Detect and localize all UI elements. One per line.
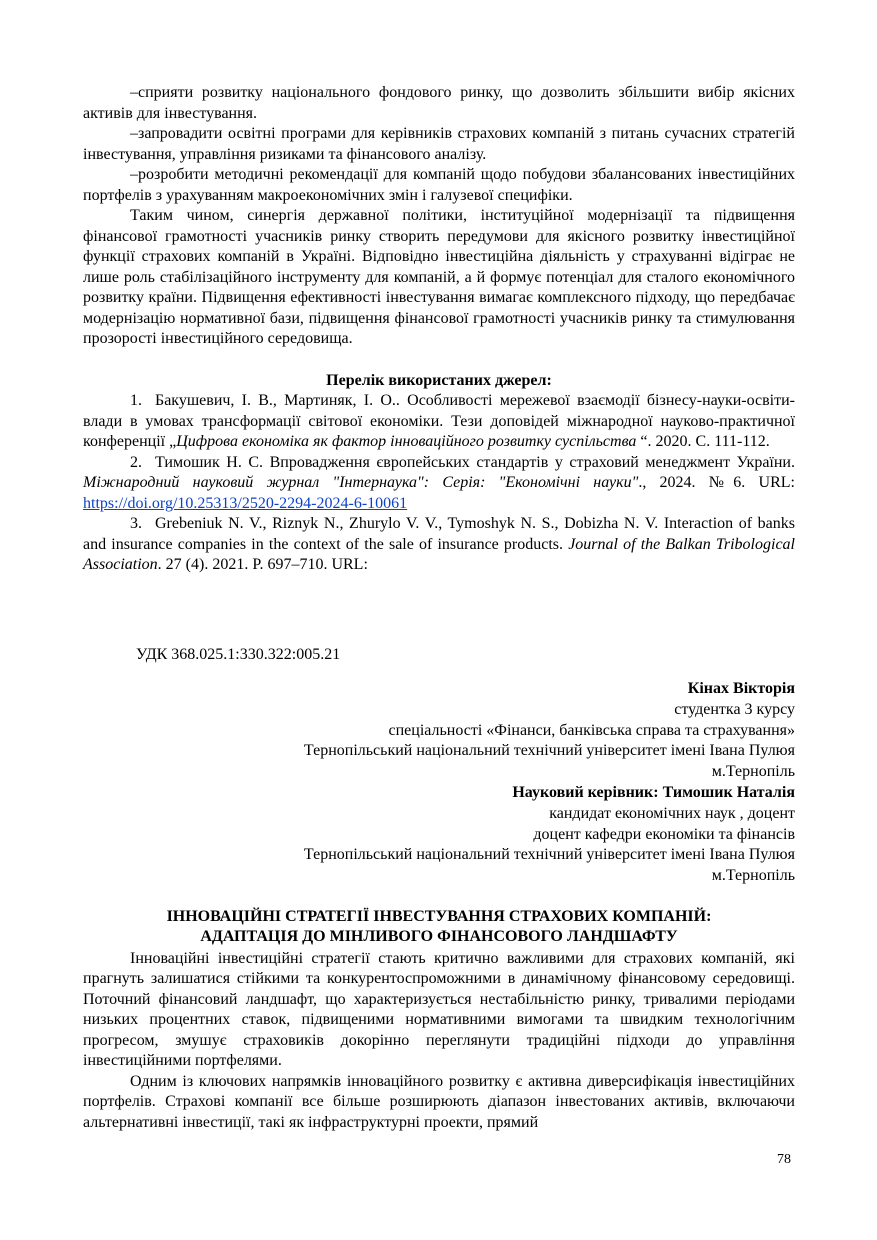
references-heading: Перелік використаних джерел: [326,371,552,389]
recommendations-list [83,83,795,206]
reference-text: Тимошик Н. С. Впровадження європейських стандартів у страховий менеджмент України. [155,453,795,471]
supervisor-position: доцент кафедри економіки та фінансів [533,825,795,843]
page-content [83,83,795,1133]
author-name: Кінах Вікторія [687,680,795,697]
supervisor-city: м.Тернопіль [711,867,795,885]
reference-item [83,391,795,453]
supervisor-university: Тернопільський національний технічний університет імені Івана Пулюя [303,846,795,864]
supervisor-name: Науковий керівник: Тимошик Наталія [512,783,795,801]
article-title [83,907,795,947]
reference-number: 3. [130,515,142,532]
reference-tail: . 27 (4). 2021. P. 697–710. URL: [157,556,368,573]
reference-text: Бакушевич, І. В., Мартиняк, І. О.. Особливості мережевої взаємодії бізнесу-науки-освіти-влади в умовах трансформації світової економіки. Тези доповідей міжнародної науково-практичної конференції „ [83,392,795,450]
reference-source: Journal of the Balkan Tribological Association [83,535,795,573]
list-item: –запровадити освітні програми для керівників страхових компаній з питань сучасних стратегій інвестування, управління ризиками та фінансового аналізу. [83,125,795,163]
reference-link[interactable]: https://doi.org/10.25313/2520-2294-2024-6-10061 [83,494,408,512]
author-block [83,679,795,887]
conclusion-paragraph: Таким чином, синергія державної політики, інституційної модернізації та підвищення фінансової грамотності учасників ринку створить передумови для якісного розвитку інвестиційної функції страхових компаній в Україні. Відповідно інвестиційна діяльність у страхуванні відіграє не лише роль стабілізаційного інструменту для компаній, а й формує потенціал для сталого економічного розвитку країни. Підвищення ефективності інвестування вимагає комплексного підходу, що передбачає модернізацію нормативної бази, підвищення фінансової грамотності учасників ринку та стимулювання прозорості інвестиційного середовища. [83,207,795,347]
reference-tail: “. 2020. С. 111-112. [636,433,770,450]
article-title-line: АДАПТАЦІЯ ДО МІНЛИВОГО ФІНАНСОВОГО ЛАНДШАФТУ [200,927,678,945]
author-city: м.Тернопіль [711,763,795,781]
supervisor-degree: кандидат економічних наук , доцент [549,804,795,822]
list-item: –розробити методичні рекомендації для компаній щодо побудови збалансованих інвестиційних портфелів з урахуванням макроекономічних змін і галузевої специфіки. [83,166,795,204]
reference-source: Міжнародний науковий журнал "Інтернаука": Серія: "Економічні науки" [83,474,639,491]
reference-text: Grebeniuk N. V., Riznyk N., Zhurylo V. V., Tymoshyk N. S., Dobizha N. V. Interaction of banks and insurance companies in the context of the sale of insurance products. [83,515,795,553]
author-status: студентка 3 курсу [674,700,795,718]
reference-source: Цифрова економіка як фактор інноваційного розвитку суспільства [176,433,637,450]
list-item: –сприяти розвитку національного фондового ринку, що дозволить збільшити вибір якісних активів для інвестування. [83,84,795,122]
udk-code: УДК 368.025.1:330.322:005.21 [136,645,341,663]
reference-number: 1. [130,392,142,409]
author-specialty: спеціальності «Фінанси, банківська справа та страхування» [388,721,795,739]
page-number: 78 [777,1152,791,1167]
body-paragraph: Інноваційні інвестиційні стратегії стають критично важливими для страхових компаній, які прагнуть залишатися стійкими та конкурентоспроможними в динамічному фінансовому середовищі. Поточний фінансовий ландшафт, що характеризується нестабільністю ринку, тривалими періодами низьких процентних ставок, підвищеними нормативними вимогами та швидким технологічним прогресом, змушує страховиків докорінно переглянути традиційні підходи до управління інвестиційними портфелями. [83,949,795,1070]
references-list [83,391,795,576]
reference-tail: ., 2024. №6. URL: [638,474,795,491]
reference-item [83,453,795,515]
article-title-line: ІННОВАЦІЙНІ СТРАТЕГІЇ ІНВЕСТУВАННЯ СТРАХОВИХ КОМПАНІЙ: [166,907,712,925]
article-body [83,949,795,1134]
reference-number: 2. [130,453,142,471]
author-university: Тернопільський національний технічний університет імені Івана Пулюя [303,742,795,760]
reference-item [83,514,795,576]
body-paragraph: Одним із ключових напрямків інноваційного розвитку є активна диверсифікація інвестиційних портфелів. Страхові компанії все більше розширюють діапазон інвестованих активів, включаючи альтернативні інвестиції, такі як інфраструктурні проекти, прямий [83,1072,795,1131]
